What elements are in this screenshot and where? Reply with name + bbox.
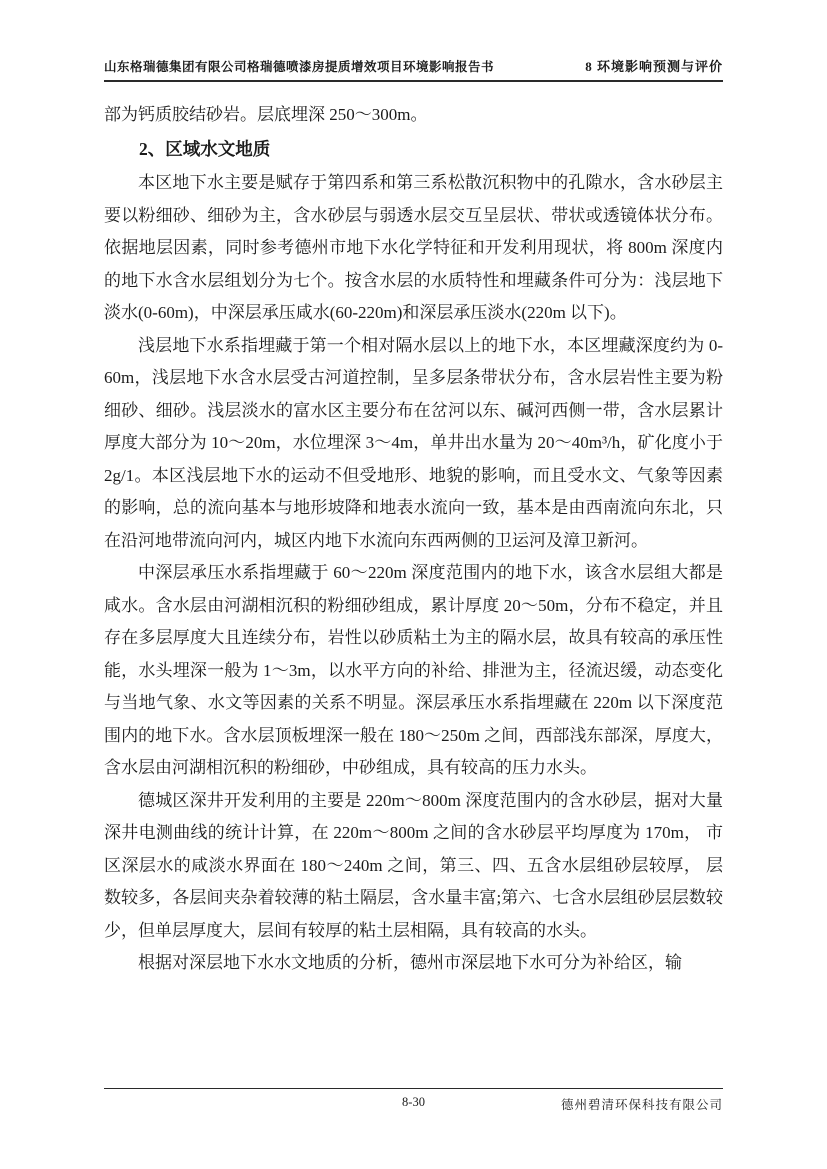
- header-report-title: 山东格瑞德集团有限公司格瑞德喷漆房提质增效项目环境影响报告书: [104, 60, 495, 74]
- footer-company-name: 德州碧清环保科技有限公司: [560, 1098, 723, 1112]
- continuation-line: 部为钙质胶结砂岩。层底埋深 250～300m。: [104, 105, 428, 124]
- paragraph-mid-deep-confined-water: 中深层承压水系指埋藏于 60～220m 深度范围内的地下水，该含水层组大都是咸水。含水层由河湖相沉积的粉细砂组成，累计厚度 20～50m，分布不稳定，并且存在多层厚度大且连续分布，岩性以砂质粘土为主的隔水层，故具有较高的承压性能，水头埋深一般为 1～3m，以水平方向的补给、排泄为主，径流迟缓，动态变化与当地气象、水文等因素的关系不明显。深层承压水系指埋藏在 220m 以下深度范围内的地下水。含水层顶板埋深一般在 180～250m 之间，西部浅东部深，厚度大，含水层由河湖相沉积的粉细砂，中砂组成，具有较高的压力水头。: [104, 563, 723, 777]
- paragraph-deep-well-exploitation: 德城区深井开发利用的主要是 220m～800m 深度范围内的含水砂层，据对大量深井电测曲线的统计计算，在 220m～800m 之间的含水砂层平均厚度为 170m， 市区深层水的咸淡水界面在 180～240m 之间，第三、四、五含水层组砂层较厚， 层数较多，各层间夹杂着较薄的粘土隔层，含水量丰富;第六、七含水层组砂层层数较少，但单层厚度大，层间有较厚的粘土层相隔，具有较高的水头。: [104, 790, 723, 940]
- document-body: [104, 99, 723, 980]
- paragraph-shallow-groundwater: 浅层地下水系指埋藏于第一个相对隔水层以上的地下水，本区埋藏深度约为 0- 60m，浅层地下水含水层受古河道控制，呈多层条带状分布，含水层岩性主要为粉细砂、细砂。浅层淡水的富水区主要分布在岔河以东、碱河西侧一带，含水层累计厚度大部分为 10～20m，水位埋深 3～4m，单井出水量为 20～40m³/h，矿化度小于 2g/1。本区浅层地下水的运动不但受地形、地貌的影响，而且受水文、气象等因素的影响，总的流向基本与地形坡降和地表水流向一致，基本是由西南流向东北，只在沿河地带流向河内，城区内地下水流向东西两侧的卫运河及漳卫新河。: [104, 335, 723, 550]
- paragraph-overview: 本区地下水主要是赋存于第四系和第三系松散沉积物中的孔隙水，含水砂层主要以粉细砂、细砂为主，含水砂层与弱透水层交互呈层状、带状或透镜体状分布。依据地层因素，同时参考德州市地下水化学特征和开发利用现状，将 800m 深度内的地下水含水层组划分为七个。按含水层的水质特性和埋藏条件可分为：浅层地下淡水(0-60m)，中深层承压咸水(60-220m)和深层承压淡水(220m 以下)。: [104, 173, 723, 322]
- header-chapter-title: 8 环境影响预测与评价: [585, 59, 723, 74]
- page-number: 8-30: [402, 1095, 425, 1109]
- section-heading: 2、区域水文地质: [139, 138, 271, 159]
- page-header: [104, 56, 723, 82]
- paragraph-deep-water-analysis: 根据对深层地下水水文地质的分析，德州市深层地下水可分为补给区，输: [138, 953, 682, 972]
- page-footer: [104, 1088, 723, 1115]
